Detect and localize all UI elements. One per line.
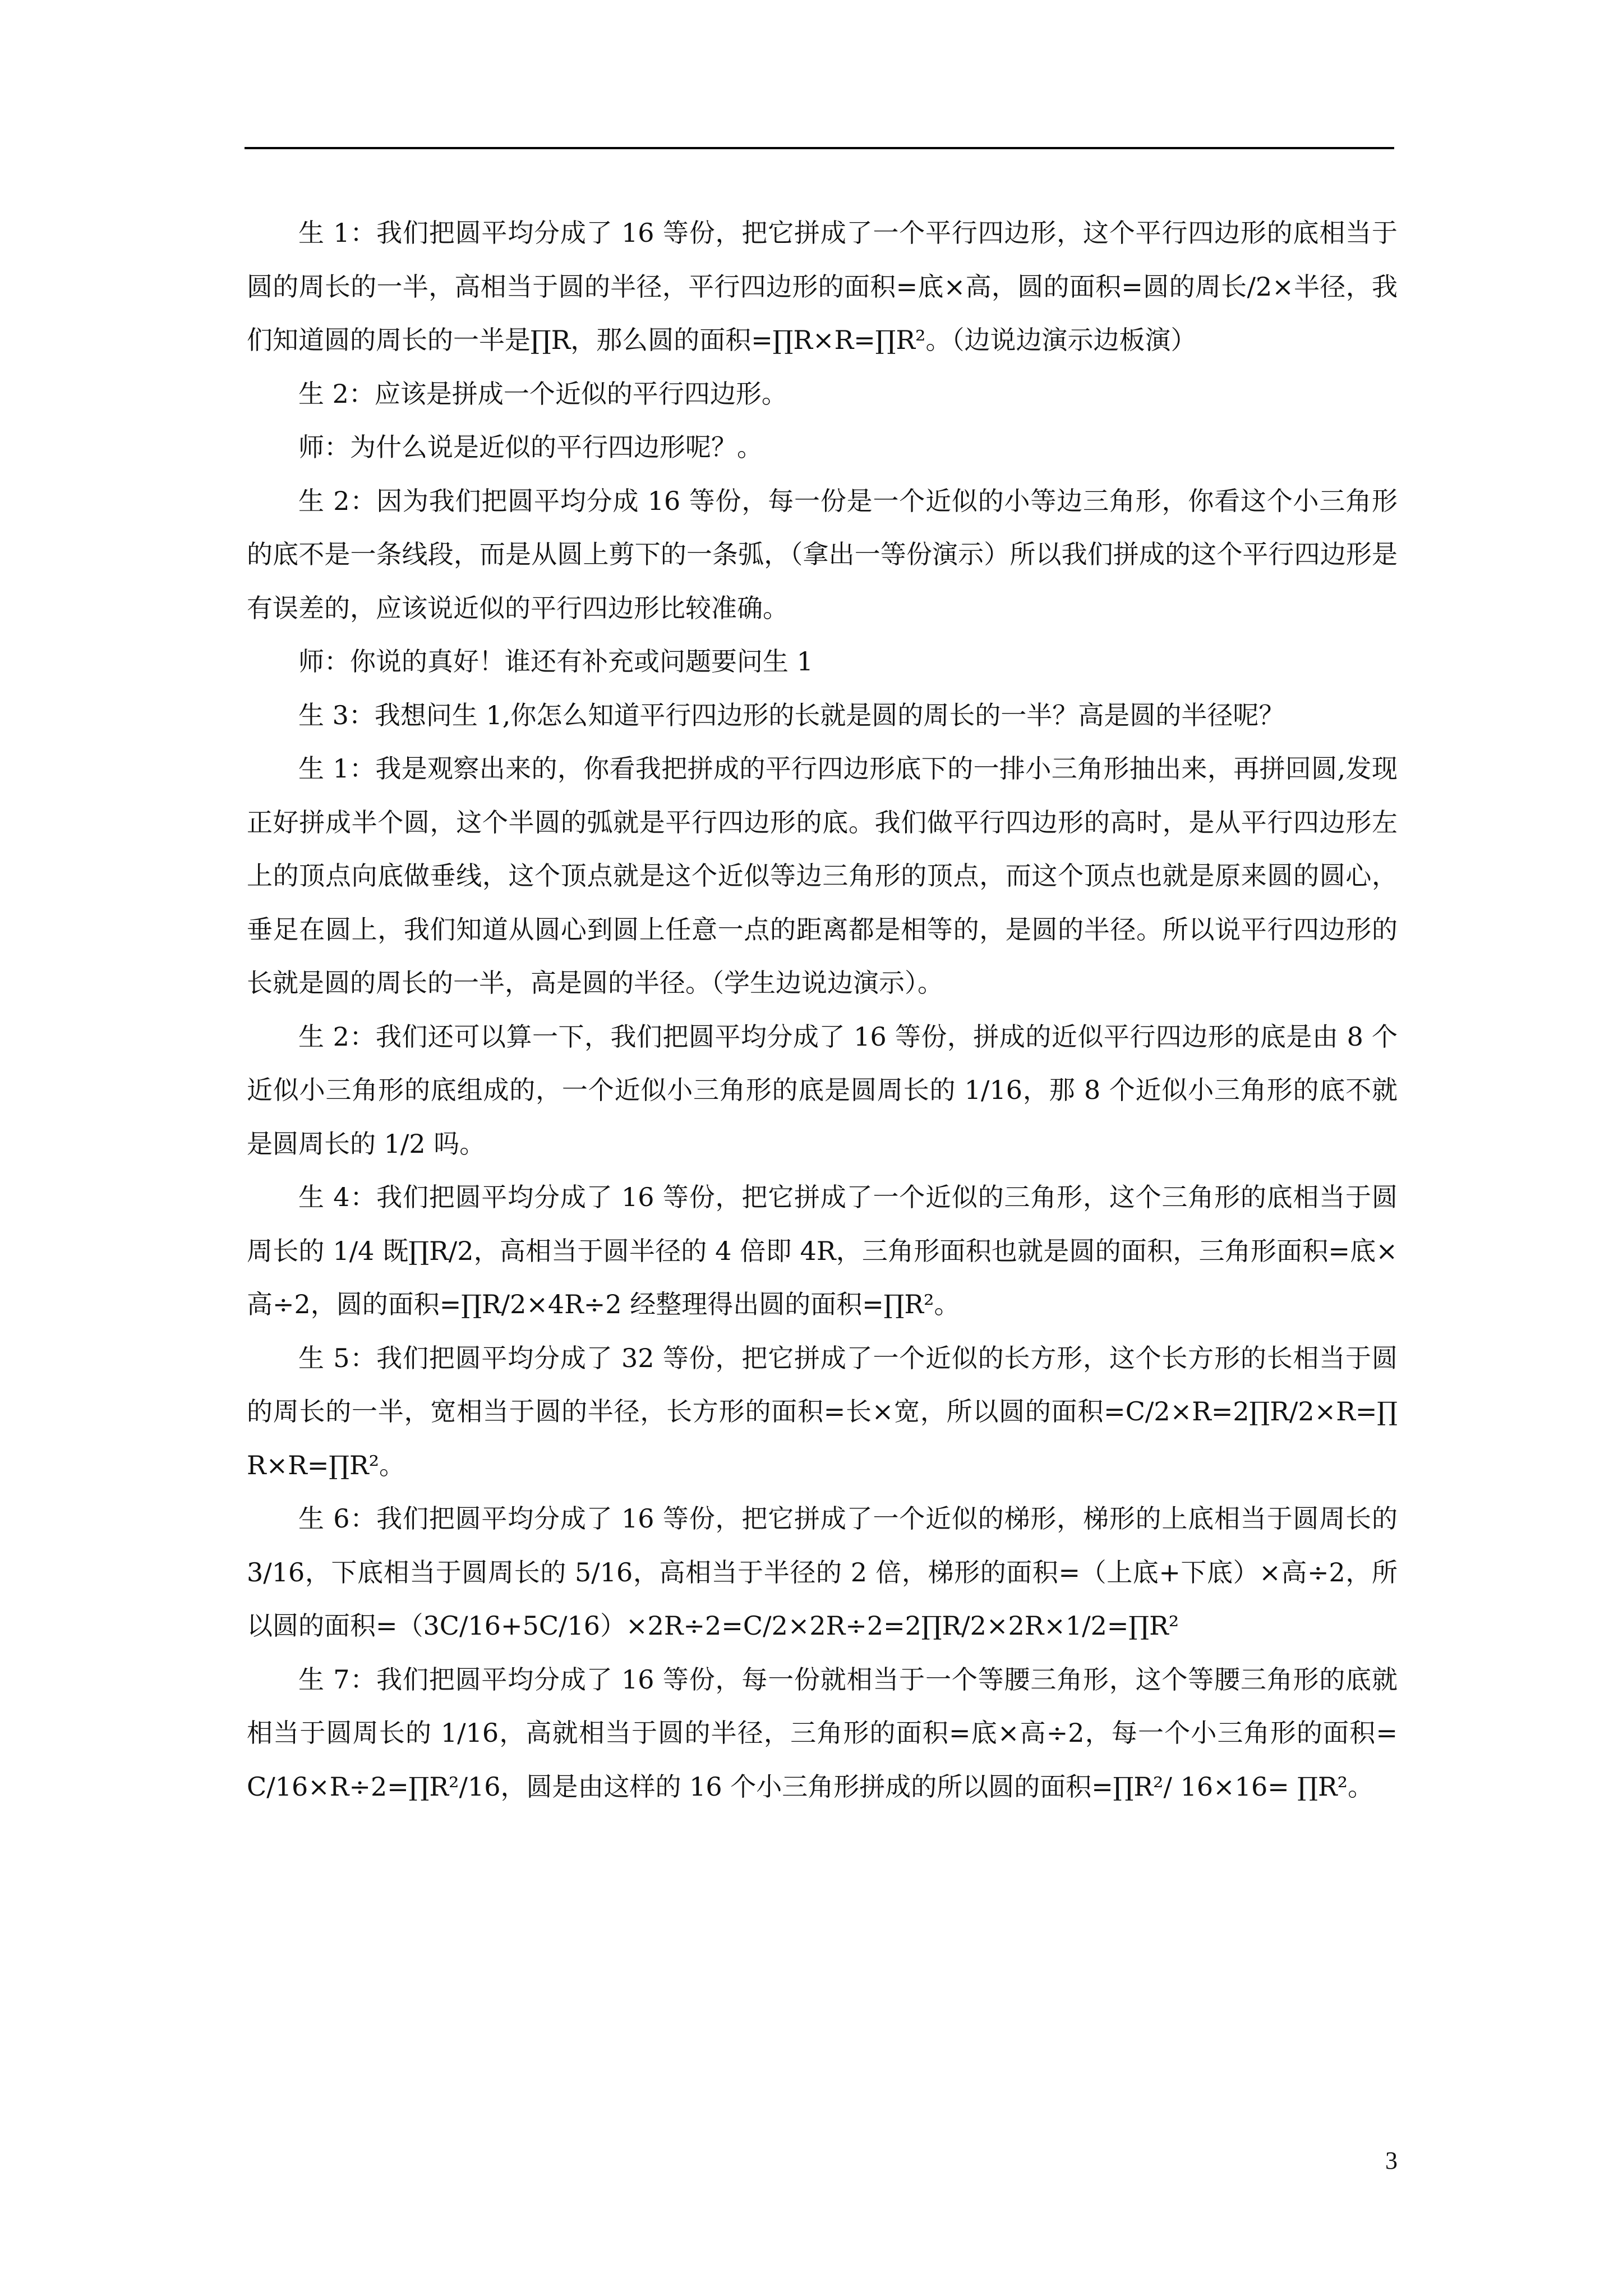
- paragraph-teacher-question: 师：为什么说是近似的平行四边形呢？。: [298, 432, 763, 462]
- paragraph-student4-triangle: 生 4：我们把圆平均分成了 16 等份，把它拼成了一个近似的三角形，这个三角形的底相当于圆周长的 1/4 既∏R/2，高相当于圆半径的 4 倍即 4R，三角形面积也就是圆的面积，三角形面积=底×高÷2，圆的面积=∏R/2×4R÷2 经整理得出圆的面积=∏R²。: [247, 1182, 1398, 1319]
- page-number: 3: [1385, 2147, 1398, 2174]
- paragraph-student1-parallelogram: 生 1：我们把圆平均分成了 16 等份，把它拼成了一个平行四边形，这个平行四边形的底相当于圆的周长的一半，高相当于圆的半径，平行四边形的面积=底×高，圆的面积=圆的周长/2×半径，我们知道圆的周长的一半是∏R，那么圆的面积=∏R×R=∏R²。（边说边演示边板演）: [247, 218, 1398, 355]
- paragraph-student7-isosceles: 生 7：我们把圆平均分成了 16 等份，每一份就相当于一个等腰三角形，这个等腰三角形的底就相当于圆周长的 1/16，高就相当于圆的半径，三角形的面积=底×高÷2，每一个小三角形的面积=C/16×R÷2=∏R²/16，圆是由这样的 16 个小三角形拼成的所以圆的面积=∏R²/ 16×16= ∏R²。: [247, 1664, 1398, 1802]
- paragraph-teacher-praise: 师：你说的真好！谁还有补充或问题要问生 1: [298, 646, 813, 677]
- paragraph-student1-observation: 生 1：我是观察出来的，你看我把拼成的平行四边形底下的一排小三角形抽出来，再拼回圆,发现正好拼成半个圆，这个半圆的弧就是平行四边形的底。我们做平行四边形的高时，是从平行四边形左上的顶点向底做垂线，这个顶点就是这个近似等边三角形的顶点，而这个顶点也就是原来圆的圆心，垂足在圆上，我们知道从圆心到圆上任意一点的距离都是相等的，是圆的半径。所以说平行四边形的长就是圆的周长的一半，高是圆的半径。（学生边说边演示）。: [247, 753, 1398, 998]
- paragraph-student2-explanation: 生 2：因为我们把圆平均分成 16 等份，每一份是一个近似的小等边三角形，你看这个小三角形的底不是一条线段，而是从圆上剪下的一条弧，（拿出一等份演示）所以我们拼成的这个平行四边形是有误差的，应该说近似的平行四边形比较准确。: [247, 485, 1398, 623]
- document-body: [247, 206, 1406, 1814]
- header-rule: [245, 147, 1394, 149]
- paragraph-student2-calculation: 生 2：我们还可以算一下，我们把圆平均分成了 16 等份，拼成的近似平行四边形的底是由 8 个近似小三角形的底组成的，一个近似小三角形的底是圆周长的 1/16，那 8 个近似小三角形的底不就是圆周长的 1/2 吗。: [247, 1021, 1398, 1159]
- paragraph-student3-question: 生 3：我想问生 1,你怎么知道平行四边形的长就是圆的周长的一半？高是圆的半径呢？: [298, 700, 1285, 730]
- paragraph-student5-rectangle: 生 5：我们把圆平均分成了 32 等份，把它拼成了一个近似的长方形，这个长方形的长相当于圆的周长的一半，宽相当于圆的半径，长方形的面积=长×宽，所以圆的面积=C/2×R=2∏R/2×R=∏R×R=∏R²。: [247, 1342, 1398, 1480]
- paragraph-student2-approximate: 生 2：应该是拼成一个近似的平行四边形。: [298, 378, 787, 409]
- paragraph-student6-trapezoid: 生 6：我们把圆平均分成了 16 等份，把它拼成了一个近似的梯形，梯形的上底相当于圆周长的 3/16，下底相当于圆周长的 5/16，高相当于半径的 2 倍，梯形的面积=（上底+下底）×高÷2，所以圆的面积=（3C/16+5C/16）×2R÷2=C/2×2R÷2=2∏R/2×2R×1/2=∏R²: [247, 1503, 1406, 1641]
